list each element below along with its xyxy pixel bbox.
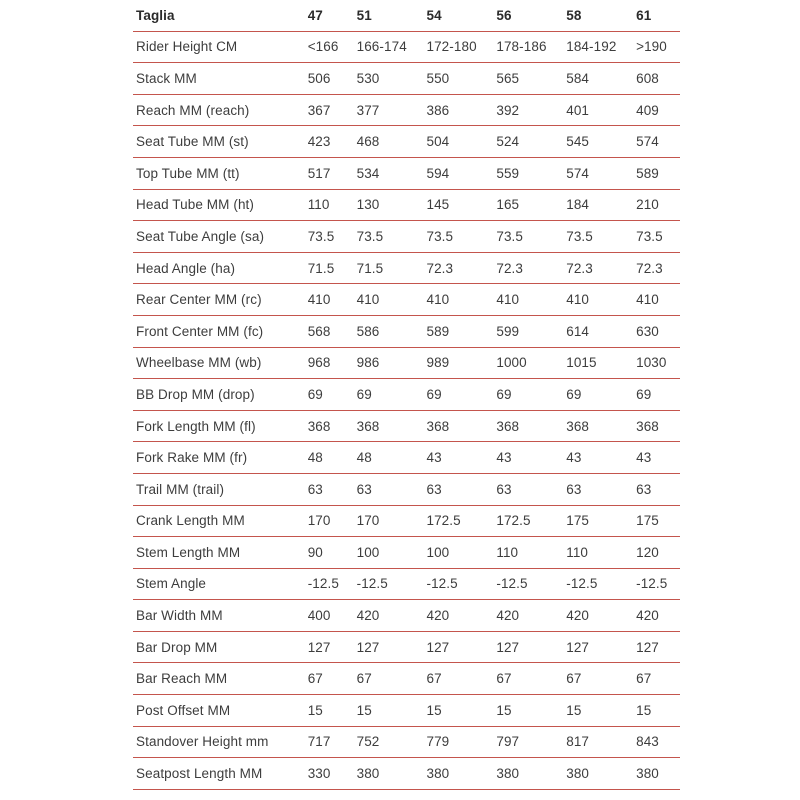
cell-value: -12.5 — [636, 576, 668, 592]
cell-value: 73.5 — [426, 228, 454, 244]
table-row — [133, 379, 680, 411]
cell-value: 368 — [356, 418, 380, 434]
cell-value: 574 — [636, 134, 659, 150]
cell-value: 172.5 — [426, 513, 461, 529]
cell-value: 420 — [636, 608, 659, 624]
row-label: Stem Length MM — [136, 544, 241, 560]
size-header-label: Taglia — [136, 7, 175, 23]
row-label: Standover Height mm — [136, 734, 269, 750]
cell-value: 48 — [307, 450, 323, 466]
cell-value: 15 — [496, 702, 512, 718]
cell-value: 110 — [496, 544, 519, 560]
cell-value: 63 — [496, 481, 512, 497]
cell-value: 410 — [307, 292, 331, 308]
cell-value: 506 — [307, 70, 331, 86]
cell-value: 110 — [566, 544, 589, 560]
cell-value: 127 — [307, 639, 331, 655]
cell-value: 67 — [566, 671, 582, 687]
cell-value: 400 — [307, 608, 331, 624]
table-row — [133, 95, 680, 127]
cell-value: 69 — [566, 386, 582, 402]
row-label: Head Tube MM (ht) — [136, 197, 254, 213]
size-header: 56 — [496, 7, 512, 23]
cell-value: 630 — [636, 323, 659, 339]
cell-value: 73.5 — [496, 228, 524, 244]
cell-value: 63 — [566, 481, 582, 497]
cell-value: 69 — [496, 386, 512, 402]
cell-value: 63 — [426, 481, 442, 497]
cell-value: 843 — [636, 734, 659, 750]
cell-value: 380 — [356, 766, 380, 782]
cell-value: 127 — [356, 639, 380, 655]
cell-value: 545 — [566, 134, 590, 150]
cell-value: 599 — [496, 323, 520, 339]
cell-value: 594 — [426, 165, 450, 181]
table-row — [133, 632, 680, 664]
row-label: Bar Width MM — [136, 608, 223, 624]
cell-value: 69 — [636, 386, 652, 402]
cell-value: 127 — [496, 639, 520, 655]
row-label: Seat Tube MM (st) — [136, 134, 249, 150]
table-row — [133, 63, 680, 95]
cell-value: <166 — [307, 39, 339, 55]
cell-value: 73.5 — [356, 228, 384, 244]
row-label: Front Center MM (fc) — [136, 323, 264, 339]
cell-value: 71.5 — [307, 260, 335, 276]
cell-value: 67 — [426, 671, 442, 687]
size-header: 54 — [426, 7, 442, 23]
cell-value: 43 — [566, 450, 582, 466]
cell-value: 589 — [636, 165, 659, 181]
cell-value: 401 — [566, 102, 590, 118]
cell-value: 127 — [636, 639, 659, 655]
cell-value: 69 — [356, 386, 372, 402]
row-label: Trail MM (trail) — [136, 481, 225, 497]
cell-value: -12.5 — [356, 576, 388, 592]
cell-value: 380 — [426, 766, 450, 782]
table-row — [133, 600, 680, 632]
cell-value: 127 — [426, 639, 450, 655]
cell-value: 614 — [566, 323, 590, 339]
cell-value: 420 — [426, 608, 450, 624]
row-label: Crank Length MM — [136, 513, 245, 529]
row-label: Wheelbase MM (wb) — [136, 355, 262, 371]
table-row — [133, 474, 680, 506]
cell-value: 73.5 — [307, 228, 335, 244]
cell-value: 120 — [636, 544, 659, 560]
cell-value: 392 — [496, 102, 520, 118]
cell-value: 15 — [636, 702, 652, 718]
cell-value: 43 — [496, 450, 512, 466]
table-row — [133, 316, 680, 348]
table-row — [133, 442, 680, 474]
cell-value: 380 — [496, 766, 520, 782]
cell-value: 43 — [636, 450, 652, 466]
cell-value: 410 — [636, 292, 659, 308]
table-row — [133, 411, 680, 443]
cell-value: 175 — [566, 513, 590, 529]
cell-value: 989 — [426, 355, 450, 371]
cell-value: 184 — [566, 197, 590, 213]
cell-value: 386 — [426, 102, 450, 118]
table-row — [133, 32, 680, 64]
cell-value: 420 — [496, 608, 520, 624]
cell-value: 410 — [496, 292, 520, 308]
row-label: Rider Height CM — [136, 39, 238, 55]
table-header-row — [133, 0, 680, 32]
cell-value: 420 — [356, 608, 380, 624]
cell-value: 752 — [356, 734, 380, 750]
cell-value: 100 — [356, 544, 380, 560]
cell-value: 165 — [496, 197, 520, 213]
table-row — [133, 758, 680, 790]
table-row — [133, 158, 680, 190]
cell-value: 69 — [426, 386, 442, 402]
cell-value: 71.5 — [356, 260, 384, 276]
size-header: 58 — [566, 7, 582, 23]
cell-value: 1000 — [496, 355, 527, 371]
cell-value: 178-186 — [496, 39, 547, 55]
cell-value: 368 — [566, 418, 590, 434]
cell-value: 67 — [636, 671, 652, 687]
table-row — [133, 190, 680, 222]
cell-value: 15 — [307, 702, 323, 718]
cell-value: 367 — [307, 102, 331, 118]
cell-value: -12.5 — [566, 576, 598, 592]
cell-value: 175 — [636, 513, 659, 529]
cell-value: 409 — [636, 102, 659, 118]
size-header: 51 — [356, 7, 372, 23]
row-label: Top Tube MM (tt) — [136, 165, 240, 181]
row-label: Stem Angle — [136, 576, 207, 592]
cell-value: 170 — [307, 513, 331, 529]
cell-value: 524 — [496, 134, 520, 150]
table-row — [133, 663, 680, 695]
cell-value: 48 — [356, 450, 372, 466]
cell-value: 559 — [496, 165, 520, 181]
row-label: Stack MM — [136, 70, 197, 86]
cell-value: 986 — [356, 355, 380, 371]
cell-value: 110 — [307, 197, 330, 213]
cell-value: 73.5 — [566, 228, 593, 244]
geometry-table — [133, 0, 680, 790]
cell-value: -12.5 — [496, 576, 528, 592]
size-header: 61 — [636, 7, 652, 23]
cell-value: -12.5 — [426, 576, 458, 592]
cell-value: 565 — [496, 70, 520, 86]
row-label: BB Drop MM (drop) — [136, 386, 255, 402]
table-row — [133, 253, 680, 285]
cell-value: 568 — [307, 323, 331, 339]
cell-value: 423 — [307, 134, 331, 150]
row-label: Seat Tube Angle (sa) — [136, 228, 265, 244]
cell-value: 368 — [426, 418, 450, 434]
row-label: Seatpost Length MM — [136, 766, 263, 782]
cell-value: 15 — [566, 702, 582, 718]
cell-value: 127 — [566, 639, 590, 655]
cell-value: 43 — [426, 450, 442, 466]
table-row — [133, 506, 680, 538]
cell-value: 574 — [566, 165, 590, 181]
cell-value: 72.3 — [566, 260, 593, 276]
cell-value: >190 — [636, 39, 667, 55]
cell-value: 172.5 — [496, 513, 531, 529]
cell-value: 380 — [636, 766, 659, 782]
cell-value: 130 — [356, 197, 380, 213]
cell-value: 72.3 — [426, 260, 454, 276]
cell-value: 63 — [307, 481, 323, 497]
cell-value: -12.5 — [307, 576, 339, 592]
cell-value: 72.3 — [496, 260, 524, 276]
row-label: Reach MM (reach) — [136, 102, 250, 118]
table-row — [133, 284, 680, 316]
cell-value: 504 — [426, 134, 450, 150]
cell-value: 817 — [566, 734, 590, 750]
cell-value: 184-192 — [566, 39, 617, 55]
row-label: Fork Rake MM (fr) — [136, 450, 248, 466]
size-header: 47 — [307, 7, 323, 23]
table-body — [133, 32, 680, 790]
cell-value: 517 — [307, 165, 331, 181]
cell-value: 172-180 — [426, 39, 477, 55]
cell-value: 73.5 — [636, 228, 663, 244]
cell-value: 468 — [356, 134, 380, 150]
row-label: Rear Center MM (rc) — [136, 292, 262, 308]
table-row — [133, 221, 680, 253]
cell-value: 210 — [636, 197, 659, 213]
cell-value: 368 — [636, 418, 659, 434]
cell-value: 584 — [566, 70, 590, 86]
cell-value: 779 — [426, 734, 450, 750]
cell-value: 63 — [636, 481, 652, 497]
cell-value: 69 — [307, 386, 323, 402]
cell-value: 170 — [356, 513, 380, 529]
table-row — [133, 569, 680, 601]
cell-value: 67 — [307, 671, 323, 687]
cell-value: 410 — [426, 292, 450, 308]
cell-value: 15 — [426, 702, 442, 718]
cell-value: 534 — [356, 165, 380, 181]
cell-value: 72.3 — [636, 260, 663, 276]
row-label: Post Offset MM — [136, 702, 231, 718]
cell-value: 797 — [496, 734, 520, 750]
table-row — [133, 126, 680, 158]
table-row — [133, 695, 680, 727]
cell-value: 67 — [356, 671, 372, 687]
cell-value: 410 — [566, 292, 590, 308]
row-label: Bar Reach MM — [136, 671, 228, 687]
cell-value: 368 — [307, 418, 331, 434]
cell-value: 166-174 — [356, 39, 407, 55]
cell-value: 63 — [356, 481, 372, 497]
cell-value: 1030 — [636, 355, 667, 371]
cell-value: 90 — [307, 544, 323, 560]
cell-value: 968 — [307, 355, 331, 371]
cell-value: 717 — [307, 734, 331, 750]
cell-value: 550 — [426, 70, 450, 86]
cell-value: 377 — [356, 102, 380, 118]
table-row — [133, 727, 680, 759]
cell-value: 380 — [566, 766, 590, 782]
table-row — [133, 537, 680, 569]
cell-value: 368 — [496, 418, 520, 434]
row-label: Bar Drop MM — [136, 639, 218, 655]
cell-value: 608 — [636, 70, 659, 86]
cell-value: 67 — [496, 671, 512, 687]
cell-value: 420 — [566, 608, 590, 624]
cell-value: 410 — [356, 292, 380, 308]
cell-value: 145 — [426, 197, 450, 213]
row-label: Fork Length MM (fl) — [136, 418, 256, 434]
cell-value: 589 — [426, 323, 450, 339]
cell-value: 586 — [356, 323, 380, 339]
cell-value: 530 — [356, 70, 380, 86]
cell-value: 1015 — [566, 355, 597, 371]
table-row — [133, 348, 680, 380]
cell-value: 330 — [307, 766, 331, 782]
row-label: Head Angle (ha) — [136, 260, 236, 276]
cell-value: 100 — [426, 544, 450, 560]
cell-value: 15 — [356, 702, 372, 718]
